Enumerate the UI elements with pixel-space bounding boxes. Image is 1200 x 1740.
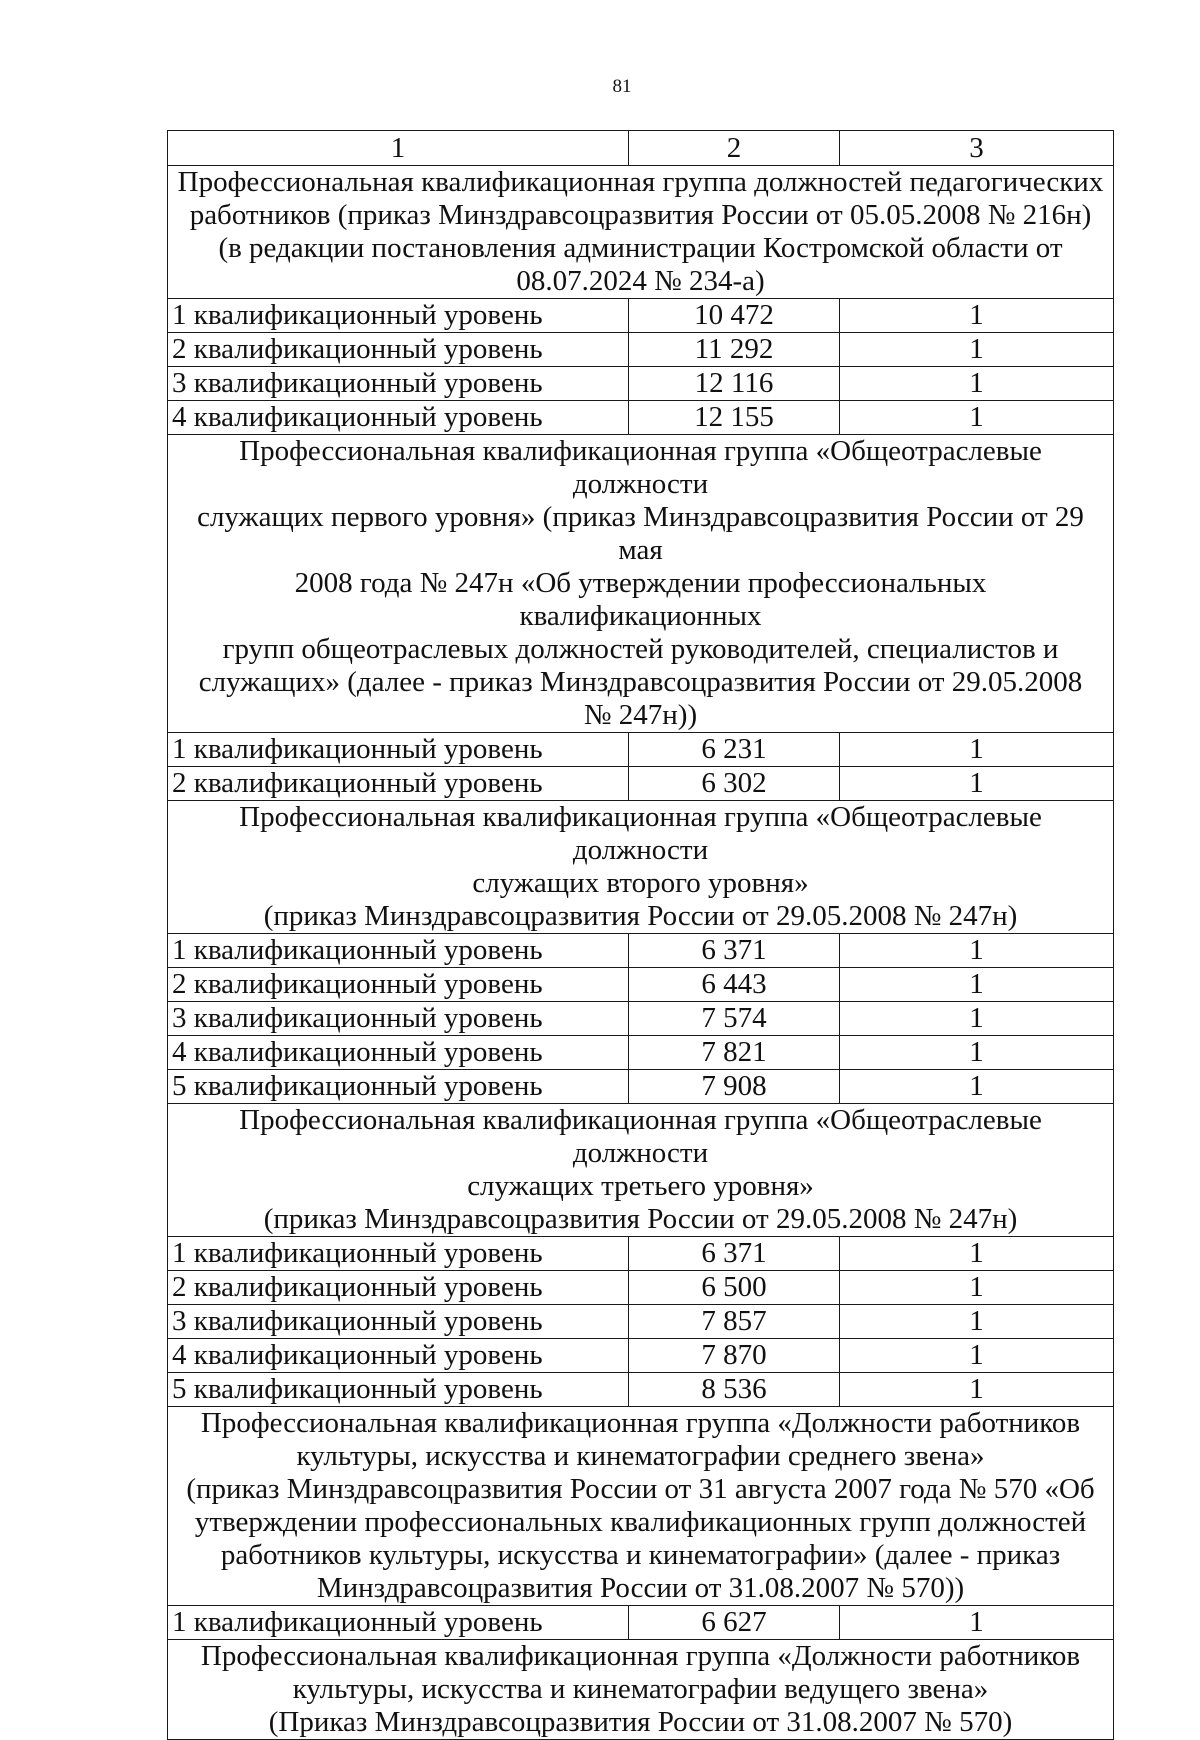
section-title [168, 1407, 1114, 1606]
section-title-line: служащих второго уровня» [472, 867, 809, 899]
level-cell: 1 квалификационный уровень [168, 934, 629, 968]
coefficient-cell: 1 [840, 1036, 1114, 1070]
salary-cell: 6 302 [629, 767, 840, 801]
section-title-line: Профессиональная квалификационная группа «Общеотраслевые должности [239, 801, 1042, 866]
section-title-line: (в редакции постановления администрации Костромской области от [218, 232, 1063, 264]
table-row [168, 1339, 1114, 1373]
table-row [168, 767, 1114, 801]
level-cell: 1 квалификационный уровень [168, 733, 629, 767]
coefficient-cell: 1 [840, 1305, 1114, 1339]
section-title-line: Минздравсоцразвития России от 31.08.2007 № 570)) [316, 1572, 965, 1604]
salary-table [167, 130, 1114, 1740]
level-cell: 3 квалификационный уровень [168, 1002, 629, 1036]
coefficient-cell: 1 [840, 767, 1114, 801]
table-row [168, 968, 1114, 1002]
table-row [168, 299, 1114, 333]
salary-cell: 7 908 [629, 1070, 840, 1104]
coefficient-cell: 1 [840, 1002, 1114, 1036]
coefficient-cell: 1 [840, 1271, 1114, 1305]
section-title-line: (приказ Минздравсоцразвития России от 29.05.2008 № 247н) [263, 900, 1018, 932]
column-header: 2 [629, 131, 840, 166]
section-title-line: групп общеотраслевых должностей руководителей, специалистов и [222, 633, 1059, 665]
section-title-line: служащих первого уровня» (приказ Минздравсоцразвития России от 29 мая [197, 501, 1084, 566]
column-header: 3 [840, 131, 1114, 166]
salary-cell: 6 371 [629, 1237, 840, 1271]
section-title-line: Профессиональная квалификационная группа должностей педагогических [177, 166, 1104, 198]
section-title-line: Профессиональная квалификационная группа «Должности работников [200, 1640, 1081, 1672]
coefficient-cell: 1 [840, 1339, 1114, 1373]
level-cell: 3 квалификационный уровень [168, 367, 629, 401]
section-title [168, 166, 1114, 299]
salary-cell: 6 443 [629, 968, 840, 1002]
section-title-row [168, 801, 1114, 934]
table-row [168, 1606, 1114, 1640]
section-title-line: работников культуры, искусства и кинематографии» (далее - приказ [220, 1539, 1061, 1571]
salary-cell: 12 116 [629, 367, 840, 401]
section-title-line: утверждении профессиональных квалификационных групп должностей [194, 1506, 1087, 1538]
section-title-row [168, 166, 1114, 299]
level-cell: 2 квалификационный уровень [168, 333, 629, 367]
section-title-line: культуры, искусства и кинематографии среднего звена» [296, 1440, 985, 1472]
table-row [168, 1070, 1114, 1104]
table-row [168, 1271, 1114, 1305]
coefficient-cell: 1 [840, 733, 1114, 767]
level-cell: 4 квалификационный уровень [168, 1339, 629, 1373]
salary-cell: 6 500 [629, 1271, 840, 1305]
salary-cell: 7 821 [629, 1036, 840, 1070]
section-title-row [168, 1640, 1114, 1740]
salary-cell: 7 870 [629, 1339, 840, 1373]
level-cell: 4 квалификационный уровень [168, 1036, 629, 1070]
section-title-line: служащих» (далее - приказ Минздравсоцразвития России от 29.05.2008 [198, 666, 1083, 698]
coefficient-cell: 1 [840, 367, 1114, 401]
level-cell: 5 квалификационный уровень [168, 1373, 629, 1407]
page-number: 81 [612, 76, 632, 97]
table-row [168, 1002, 1114, 1036]
section-title-line: Профессиональная квалификационная группа «Общеотраслевые должности [239, 435, 1042, 500]
section-title-line: (приказ Минздравсоцразвития России от 31 августа 2007 года № 570 «Об [186, 1473, 1095, 1505]
salary-cell: 8 536 [629, 1373, 840, 1407]
table-row [168, 333, 1114, 367]
section-title [168, 801, 1114, 934]
level-cell: 2 квалификационный уровень [168, 968, 629, 1002]
table-row [168, 1036, 1114, 1070]
level-cell: 2 квалификационный уровень [168, 1271, 629, 1305]
salary-cell: 10 472 [629, 299, 840, 333]
section-title [168, 1640, 1114, 1740]
coefficient-cell: 1 [840, 1373, 1114, 1407]
level-cell: 1 квалификационный уровень [168, 299, 629, 333]
coefficient-cell: 1 [840, 299, 1114, 333]
table-row [168, 1237, 1114, 1271]
level-cell: 3 квалификационный уровень [168, 1305, 629, 1339]
coefficient-cell: 1 [840, 1070, 1114, 1104]
level-cell: 5 квалификационный уровень [168, 1070, 629, 1104]
salary-cell: 11 292 [629, 333, 840, 367]
coefficient-cell: 1 [840, 333, 1114, 367]
table-row [168, 401, 1114, 435]
level-cell: 1 квалификационный уровень [168, 1237, 629, 1271]
section-title-row [168, 1104, 1114, 1237]
section-title [168, 435, 1114, 733]
salary-cell: 7 857 [629, 1305, 840, 1339]
section-title-line: Профессиональная квалификационная группа «Должности работников [200, 1407, 1081, 1439]
section-title-line: 08.07.2024 № 234-а) [516, 265, 765, 297]
table-row [168, 934, 1114, 968]
table-row [168, 1373, 1114, 1407]
section-title-line: (приказ Минздравсоцразвития России от 29.05.2008 № 247н) [263, 1203, 1018, 1235]
section-title-line: 2008 года № 247н «Об утверждении профессиональных квалификационных [294, 567, 987, 632]
section-title [168, 1104, 1114, 1237]
table-row [168, 1305, 1114, 1339]
salary-cell: 6 371 [629, 934, 840, 968]
coefficient-cell: 1 [840, 401, 1114, 435]
table-row [168, 733, 1114, 767]
level-cell: 1 квалификационный уровень [168, 1606, 629, 1640]
section-title-line: служащих третьего уровня» [467, 1170, 814, 1202]
level-cell: 2 квалификационный уровень [168, 767, 629, 801]
section-title-row [168, 435, 1114, 733]
section-title-row [168, 1407, 1114, 1606]
table-row [168, 367, 1114, 401]
coefficient-cell: 1 [840, 1237, 1114, 1271]
section-title-line: (Приказ Минздравсоцразвития России от 31.08.2007 № 570) [268, 1706, 1013, 1738]
coefficient-cell: 1 [840, 1606, 1114, 1640]
salary-cell: 12 155 [629, 401, 840, 435]
level-cell: 4 квалификационный уровень [168, 401, 629, 435]
section-title-line: № 247н)) [583, 699, 698, 731]
section-title-line: Профессиональная квалификационная группа «Общеотраслевые должности [239, 1104, 1042, 1169]
section-title-line: работников (приказ Минздравсоцразвития России от 05.05.2008 № 216н) [189, 199, 1092, 231]
coefficient-cell: 1 [840, 934, 1114, 968]
salary-cell: 7 574 [629, 1002, 840, 1036]
coefficient-cell: 1 [840, 968, 1114, 1002]
table-header-row [168, 131, 1114, 166]
section-title-line: культуры, искусства и кинематографии ведущего звена» [292, 1673, 989, 1705]
column-header: 1 [168, 131, 629, 166]
salary-cell: 6 627 [629, 1606, 840, 1640]
salary-cell: 6 231 [629, 733, 840, 767]
